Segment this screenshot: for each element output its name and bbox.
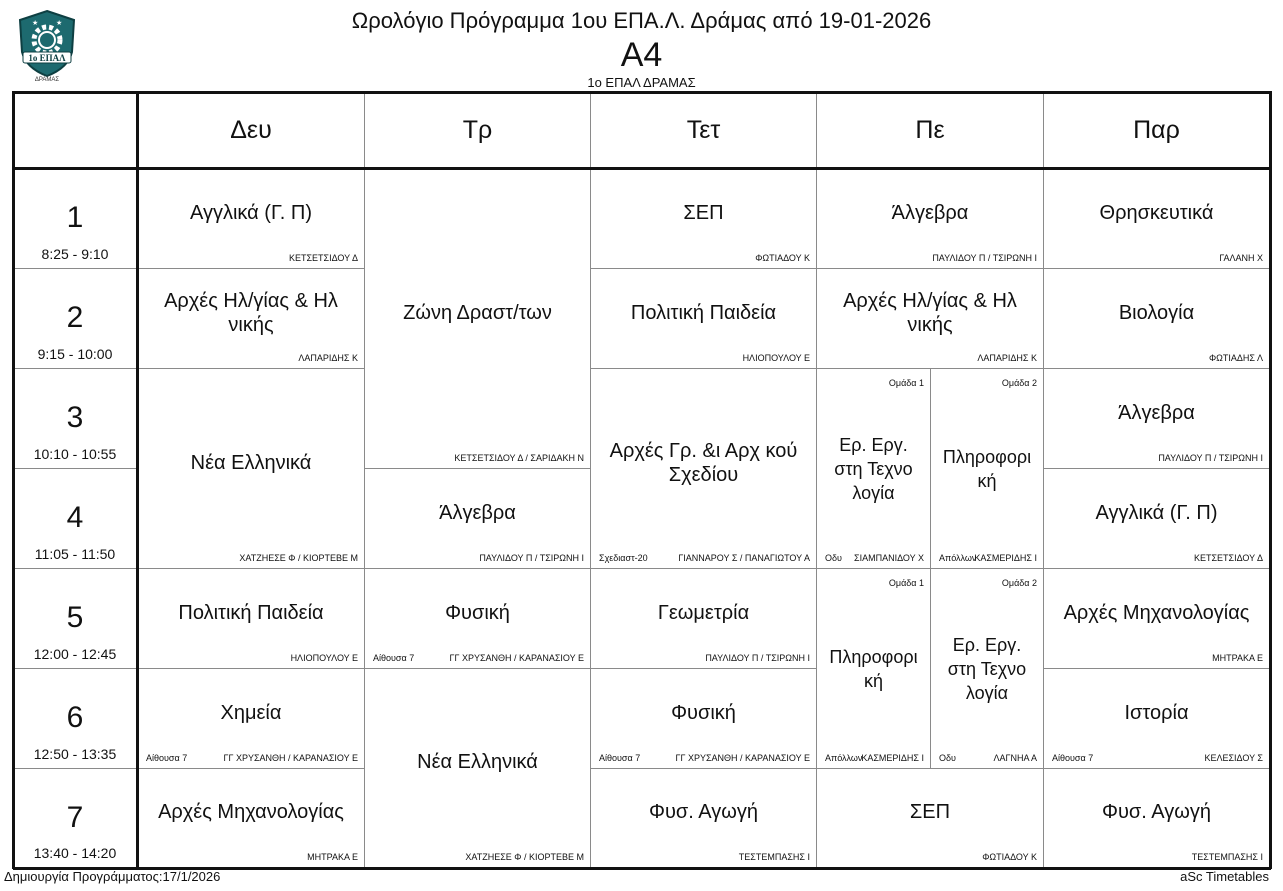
software-credit: aSc Timetables (1180, 869, 1269, 884)
lesson-cell (1044, 569, 1270, 669)
lesson-cell (138, 569, 365, 669)
lesson-cell (138, 369, 365, 569)
lesson-teacher: ΤΕΣΤΕΜΠΑΣΗΣ Ι (738, 852, 810, 862)
lesson-room: Αίθουσα 7 (146, 753, 188, 763)
lesson-teacher: ΗΛΙΟΠΟΥΛΟΥ Ε (290, 653, 358, 663)
lesson-group: Ομάδα 1 (888, 378, 924, 388)
lesson-cell (817, 269, 1044, 369)
period-number: 3 (66, 401, 84, 434)
lesson-cell (591, 269, 817, 369)
lesson-subject: Αρχές Ηλ/γίας & Ηλ νικής (843, 289, 1017, 336)
lesson-subject: Γεωμετρία (657, 601, 750, 624)
lesson-room: Απόλλων (939, 553, 977, 563)
lesson-subject: Αγγλικά (Γ. Π) (190, 201, 312, 224)
period-number: 2 (66, 301, 84, 334)
lesson-teacher: ΠΑΥΛΙΔΟΥ Π / ΤΣΙΡΩΝΗ Ι (932, 253, 1037, 263)
lesson-teacher: ΠΑΥΛΙΔΟΥ Π / ΤΣΙΡΩΝΗ Ι (705, 653, 810, 663)
lesson-teacher: ΜΗΤΡΑΚΑ Ε (1212, 653, 1263, 663)
lesson-subject: Φυσ. Αγωγή (1102, 801, 1211, 823)
day-header: Τετ (591, 92, 817, 169)
lesson-cell (817, 369, 931, 569)
lesson-subject: Ιστορία (1124, 701, 1189, 724)
lesson-room: Σχεδιαστ-20 (599, 553, 648, 563)
school-name: 1ο ΕΠΑΛ ΔΡΑΜΑΣ (587, 75, 696, 90)
lesson-cell (591, 669, 817, 769)
lesson-cell (931, 569, 1044, 769)
lesson-cell (817, 169, 1044, 269)
lesson-subject: Άλγεβρα (1118, 401, 1195, 424)
lesson-teacher: ΦΩΤΙΑΔΗΣ Λ (1209, 353, 1263, 363)
page-title: Ωρολόγιο Πρόγραμμα 1ου ΕΠΑ.Λ. Δράμας από 19-01-2026 (351, 8, 932, 33)
day-header: Τρ (365, 92, 591, 169)
lesson-subject: Πολιτική Παιδεία (178, 601, 324, 624)
lesson-teacher: ΚΕΛΕΣΙΔΟΥ Σ (1204, 753, 1263, 763)
class-name: A4 (620, 36, 663, 74)
period-time: 10:10 - 10:55 (33, 446, 117, 462)
lesson-cell (1044, 669, 1270, 769)
lesson-subject: Αγγλικά (Γ. Π) (1095, 501, 1218, 524)
lesson-cell (1044, 269, 1270, 369)
lesson-group: Ομάδα 1 (888, 578, 924, 588)
lesson-teacher: ΠΑΥΛΙΔΟΥ Π / ΤΣΙΡΩΝΗ Ι (479, 553, 584, 563)
lesson-teacher: ΤΕΣΤΕΜΠΑΣΗΣ Ι (1191, 852, 1263, 862)
lesson-subject: ΣΕΠ (683, 201, 724, 224)
lesson-teacher: ΚΕΤΣΕΤΣΙΔΟΥ Δ (1193, 553, 1263, 563)
period-time: 11:05 - 11:50 (34, 546, 116, 562)
lesson-teacher: ΜΗΤΡΑΚΑ Ε (307, 852, 358, 862)
lesson-teacher: ΗΛΙΟΠΟΥΛΟΥ Ε (742, 353, 810, 363)
period-time: 13:40 - 14:20 (33, 845, 117, 861)
day-header: Παρ (1044, 92, 1270, 169)
logo-caption: ΔΡΑΜΑΣ (34, 77, 60, 83)
lesson-cell (591, 169, 817, 269)
lesson-cell (138, 169, 365, 269)
lesson-room: Αίθουσα 7 (1052, 753, 1094, 763)
lesson-teacher: ΚΑΣΜΕΡΙΔΗΣ Ι (861, 753, 924, 763)
created-date: Δημιουργία Προγράμματος:17/1/2026 (4, 869, 221, 884)
lesson-subject: Ερ. Εργ. στη Τεχνο λογία (947, 634, 1027, 703)
period-cell (13, 269, 138, 369)
period-time: 12:00 - 12:45 (33, 646, 117, 662)
lesson-subject: Αρχές Μηχανολογίας (1063, 601, 1250, 624)
frame-right (1269, 91, 1272, 869)
lesson-cell (591, 569, 817, 669)
period-cell (13, 669, 138, 769)
period-cell (13, 569, 138, 669)
lesson-subject: Ερ. Εργ. στη Τεχνο λογία (834, 434, 913, 503)
lesson-teacher: ΧΑΤΖΗΕΣΕ Φ / ΚΙΟΡΤΕΒΕ Μ (465, 852, 584, 862)
lesson-teacher: ΓΓ ΧΡΥΣΑΝΘΗ / ΚΑΡΑΝΑΣΙΟΥ Ε (449, 653, 584, 663)
lesson-teacher: ΠΑΥΛΙΔΟΥ Π / ΤΣΙΡΩΝΗ Ι (1158, 453, 1263, 463)
lesson-subject: Άλγεβρα (891, 201, 969, 224)
lesson-room: Αίθουσα 7 (373, 653, 415, 663)
lesson-room: Αίθουσα 7 (599, 753, 641, 763)
lesson-cell (365, 469, 591, 569)
lesson-subject: Πληροφορι κή (942, 446, 1032, 491)
svg-text:★: ★ (56, 20, 63, 27)
lesson-subject: ΣΕΠ (909, 801, 951, 823)
lesson-teacher: ΧΑΤΖΗΕΣΕ Φ / ΚΙΟΡΤΕΒΕ Μ (239, 553, 358, 563)
period-time: 8:25 - 9:10 (41, 246, 109, 262)
period-number: 7 (66, 801, 84, 834)
lesson-room: Οδυ (939, 753, 956, 763)
lesson-teacher: ΓΑΛΑΝΗ Χ (1219, 253, 1263, 263)
lesson-cell (931, 369, 1044, 569)
lesson-cell (1044, 469, 1270, 569)
lesson-cell (817, 569, 931, 769)
logo-text: 1ο ΕΠΑΛ (28, 53, 66, 63)
lesson-teacher: ΛΑΠΑΡΙΔΗΣ Κ (977, 353, 1037, 363)
lesson-cell (365, 169, 591, 469)
header-separator (13, 167, 1271, 170)
frame-left (12, 91, 15, 869)
lesson-cell (817, 769, 1044, 868)
lesson-subject: Αρχές Γρ. &ι Αρχ κού Σχεδίου (609, 439, 798, 486)
period-time: 9:15 - 10:00 (37, 346, 113, 362)
frame-top (13, 91, 1271, 94)
period-cell (13, 369, 138, 469)
lesson-cell (365, 569, 591, 669)
lesson-teacher: ΛΑΠΑΡΙΔΗΣ Κ (298, 353, 358, 363)
lesson-subject: Νέα Ελληνικά (190, 451, 312, 474)
lesson-teacher: ΦΩΤΙΑΔΟΥ Κ (982, 852, 1037, 862)
lesson-teacher: ΚΑΣΜΕΡΙΔΗΣ Ι (974, 553, 1037, 563)
lesson-subject: Νέα Ελληνικά (417, 751, 538, 773)
lesson-cell (138, 769, 365, 868)
period-number: 5 (66, 601, 84, 634)
lesson-teacher: ΦΩΤΙΑΔΟΥ Κ (755, 253, 810, 263)
lesson-cell (138, 669, 365, 769)
lesson-teacher: ΓΙΑΝΝΑΡΟΥ Σ / ΠΑΝΑΓΙΩΤΟΥ Α (678, 553, 810, 563)
period-cell (13, 769, 138, 868)
period-number: 4 (66, 501, 84, 534)
lesson-teacher: ΓΓ ΧΡΥΣΑΝΘΗ / ΚΑΡΑΝΑΣΙΟΥ Ε (675, 753, 810, 763)
lesson-cell (138, 269, 365, 369)
period-time: 12:50 - 13:35 (33, 746, 117, 762)
lesson-cell (591, 369, 817, 569)
lesson-teacher: ΚΕΤΣΕΤΣΙΔΟΥ Δ (288, 253, 358, 263)
lesson-teacher: ΣΙΑΜΠΑΝΙΔΟΥ Χ (854, 553, 924, 563)
lesson-cell (1044, 169, 1270, 269)
lesson-subject: Θρησκευτικά (1099, 201, 1214, 224)
lesson-subject: Ζώνη Δραστ/των (403, 301, 552, 324)
period-cell (13, 169, 138, 269)
lesson-subject: Φυσ. Αγωγή (649, 801, 758, 823)
day-header: Δευ (138, 92, 365, 169)
lesson-room: Οδυ (825, 553, 842, 563)
lesson-room: Απόλλων (825, 753, 863, 763)
period-separator (136, 91, 139, 869)
lesson-cell (1044, 369, 1270, 469)
lesson-subject: Πολιτική Παιδεία (630, 301, 777, 324)
lesson-subject: Πληροφορι κή (829, 646, 918, 691)
lesson-group: Ομάδα 2 (1001, 578, 1037, 588)
lesson-teacher: ΚΕΤΣΕΤΣΙΔΟΥ Δ / ΣΑΡΙΔΑΚΗ Ν (454, 453, 584, 463)
period-cell (13, 469, 138, 569)
lesson-subject: Βιολογία (1118, 301, 1195, 324)
period-number: 1 (66, 201, 84, 234)
lesson-subject: Φυσική (445, 601, 510, 624)
svg-text:★: ★ (32, 20, 39, 27)
lesson-teacher: ΛΑΓΝΗΑ Α (993, 753, 1037, 763)
lesson-cell (1044, 769, 1270, 868)
lesson-group: Ομάδα 2 (1001, 378, 1037, 388)
lesson-teacher: ΓΓ ΧΡΥΣΑΝΘΗ / ΚΑΡΑΝΑΣΙΟΥ Ε (223, 753, 358, 763)
corner-cell (13, 92, 138, 169)
lesson-cell (591, 769, 817, 868)
period-number: 6 (66, 701, 84, 734)
lesson-subject: Αρχές Ηλ/γίας & Ηλ νικής (164, 289, 338, 336)
lesson-subject: Άλγεβρα (439, 501, 516, 524)
lesson-subject: Αρχές Μηχανολογίας (158, 801, 344, 823)
lesson-subject: Χημεία (220, 701, 282, 724)
day-header: Πε (817, 92, 1044, 169)
lesson-subject: Φυσική (671, 701, 736, 724)
lesson-cell (365, 669, 591, 868)
